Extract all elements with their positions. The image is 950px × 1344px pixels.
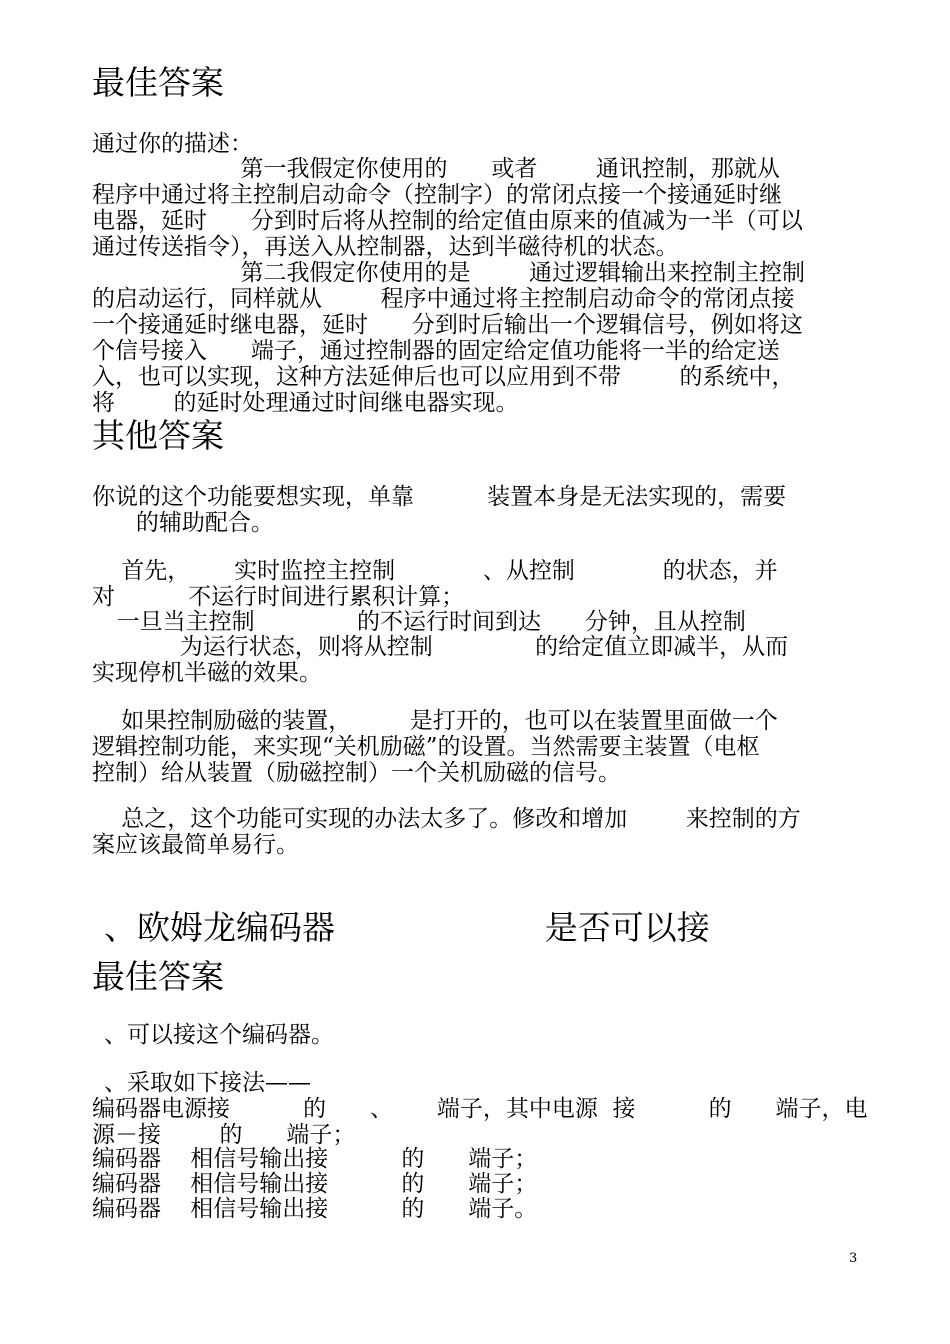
body-line: 逻辑控制功能，来实现“关机励磁”的设置。当然需要主装置（电枢 (92, 734, 760, 760)
body-line: 入，也可以实现，这种方法延伸后也可以应用到不带 的系统中， (92, 364, 795, 390)
body-line: 实现停机半磁的效果。 (92, 660, 322, 686)
wiring-line: 编码器 相信号输出接 的 端子。 (92, 1196, 538, 1222)
body-line: 控制）给从装置（励磁控制）一个关机励磁的信号。 (92, 760, 621, 786)
body-line: 首先， 实时监控主控制 、从控制 的状态，并 (92, 558, 778, 584)
list-item: 、采取如下接法—— (104, 1070, 311, 1096)
body-line: 总之，这个功能可实现的办法太多了。修改和增加 来控制的方 (92, 806, 801, 832)
intro-line: 通过你的描述： (92, 131, 253, 157)
page-number: 3 (849, 1251, 858, 1266)
body-line: 将 的延时处理通过时间继电器实现。 (92, 390, 519, 416)
body-line: 的启动运行，同样就从 程序中通过将主控制启动命令的常闭点接 (92, 286, 795, 312)
wiring-line: 编码器 相信号输出接 的 端子； (92, 1146, 538, 1172)
best-answer-heading: 最佳答案 (92, 957, 224, 996)
wiring-line: 源－接 的 端子； (92, 1122, 356, 1148)
body-line: 一个接通延时继电器，延时 分到时后输出一个逻辑信号，例如将这 (92, 312, 803, 338)
body-line: 为运行状态，则将从控制 的给定值立即减半，从而 (92, 634, 789, 660)
question-heading: 、欧姆龙编码器 是否可以接 (104, 908, 710, 947)
list-item: 、可以接这个编码器。 (104, 1022, 334, 1048)
other-answer-heading: 其他答案 (92, 416, 224, 455)
best-answer-heading: 最佳答案 (92, 63, 224, 102)
body-line: 电器，延时 分到时后将从控制的给定值由原来的值减为一半（可以 (92, 208, 803, 234)
body-line: 第一我假定你使用的 或者 通讯控制，那就从 (182, 156, 780, 182)
wiring-line: 编码器电源接 的 、 端子，其中电源 接 的 端子，电 (92, 1096, 868, 1122)
body-line: 案应该最简单易行。 (92, 832, 299, 858)
wiring-line: 编码器 相信号输出接 的 端子； (92, 1171, 538, 1197)
body-line: 第二我假定你使用的是 通过逻辑输出来控制主控制 (182, 260, 805, 286)
body-line: 通过传送指令），再送入从控制器，达到半磁待机的状态。 (92, 234, 679, 260)
body-line: 对 不运行时间进行累积计算； (92, 584, 465, 610)
body-line: 如果控制励磁的装置， 是打开的，也可以在装置里面做一个 (92, 708, 778, 734)
body-line: 的辅助配合。 (92, 510, 274, 536)
body-line: 你说的这个功能要想实现，单靠 装置本身是无法实现的，需要 (92, 484, 787, 510)
body-line: 个信号接入 端子，通过控制器的固定给定值功能将一半的给定送 (92, 338, 780, 364)
body-line: 一旦当主控制 的不运行时间到达 分钟，且从控制 (102, 609, 746, 635)
body-line: 程序中通过将主控制启动命令（控制字）的常闭点接一个接通延时继 (92, 182, 782, 208)
